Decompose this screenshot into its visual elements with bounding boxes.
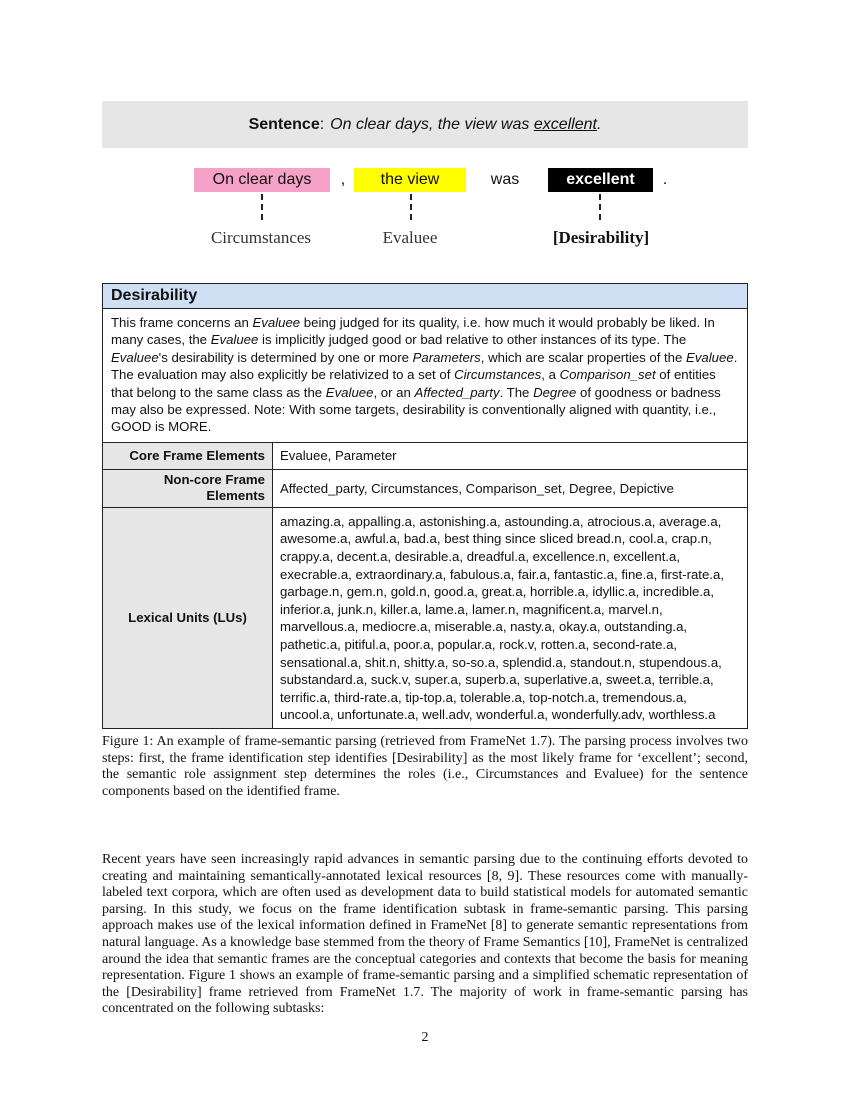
frame-element-term: Evaluee — [252, 315, 301, 330]
noncore-elements-value: Affected_party, Circumstances, Comparison_set, Degree, Depictive — [280, 480, 674, 496]
frame-element-term: Parameters — [412, 349, 481, 365]
lexical-units-row — [103, 508, 747, 728]
definition-text: , a — [541, 367, 560, 383]
definition-text: , or an — [373, 384, 415, 400]
definition-text: . The evaluation may also explicitly be relativized to a set of — [111, 349, 738, 383]
token-target: excellent — [548, 168, 653, 192]
definition-text: of entities that belong to the same class as the — [111, 367, 716, 400]
frame-element-term: Evaluee — [210, 332, 259, 348]
sentence-pre: On clear days, the view was — [330, 115, 534, 133]
frame-element-term: Circumstances — [454, 367, 542, 383]
frame-element-term: Comparison_set — [559, 367, 656, 383]
frame-element-term: Evaluee — [686, 349, 734, 365]
dashed-connector — [261, 194, 263, 220]
dashed-connector — [410, 194, 412, 220]
definition-text: being judged for its quality, i.e. how much it would probably be liked. In many cases, the — [111, 315, 715, 348]
frame-table — [102, 283, 748, 729]
lexical-units-value: amazing.a, appalling.a, astonishing.a, astounding.a, atrocious.a, average.a, awesome.a, awful.a, bad.a, best thing since sliced bread.n, cool.a, crap.n, crappy.a, decent.a, desirable.a, dreadful.a, excellence.n, excellent.a, execrable.a, extraordinary.a, fabulous.a, fair.a, fantastic.a, fine.a, first-rate.a, garbage.n, gem.n, gold.n, good.a, great.a, horrible.a, idyllic.a, incredible.a, inferior.a, junk.n, killer.a, lame.a, lamer.n, magnificent.a, marvel.n, marvellous.a, mediocre.a, miserable.a, nasty.a, okay.a, outstanding.a, pathetic.a, pitiful.a, poor.a, popular.a, rock.v, rotten.a, second-rate.a, sensational.a, shit.n, shitty.a, so-so.a, splendid.a, standout.n, stupendous.a, substandard.a, suck.v, super.a, superb.a, superlative.a, sweet.a, terrible.a, terrific.a, third-rate.a, tip-top.a, tolerable.a, top-notch.a, tremendous.a, uncool.a, unfortunate.a, well.adv, wonderful.a, wonderfully.adv, worthless.a — [280, 513, 724, 723]
definition-text: . The — [499, 384, 534, 400]
definition-text: is implicitly judged good or bad relative to other instances of its type. The — [258, 332, 687, 348]
frame-element-term: Evaluee — [325, 384, 374, 400]
core-elements-row — [103, 443, 747, 470]
lexical-units-label: Lexical Units (LUs) — [103, 508, 273, 728]
token-period: . — [662, 171, 668, 188]
sentence-post: . — [596, 115, 602, 133]
dashed-connector — [599, 194, 601, 220]
sentence-target: excellent — [533, 115, 597, 133]
frame-element-term: Evaluee — [111, 349, 159, 365]
frame-title: Desirability — [103, 284, 747, 309]
sentence-colon: : — [319, 115, 325, 133]
token-circumstances: On clear days — [194, 168, 330, 192]
sentence-label: Sentence — [248, 115, 320, 133]
role-circumstances: Circumstances — [210, 228, 312, 247]
token-comma: , — [340, 171, 346, 188]
noncore-elements-label: Non-core Frame Elements — [103, 470, 273, 507]
core-elements-label: Core Frame Elements — [103, 443, 273, 469]
noncore-elements-row — [103, 470, 747, 508]
definition-text: This frame concerns an — [111, 315, 253, 330]
definition-text: 's desirability is determined by one or more — [158, 349, 413, 365]
frame-definition — [103, 309, 747, 443]
core-elements-value: Evaluee, Parameter — [280, 448, 397, 464]
figure-caption: Figure 1: An example of frame-semantic parsing (retrieved from FrameNet 1.7). The parsing process involves two steps: first, the frame identification step identifies [Desirability] as the most likely frame for ‘excellent’; second, the semantic role assignment step determines the roles (i.e., Circumstances and Evaluee) for the sentence components based on the identified frame. — [102, 734, 748, 799]
frame-element-term: Degree — [533, 384, 577, 400]
role-evaluee: Evaluee — [382, 228, 438, 247]
definition-text: of goodness or badness may also be expressed. Note: With some targets, desirability is conventionally aligned with quantity, i.e., GOOD is MORE. — [111, 384, 721, 435]
role-frame: [Desirability] — [552, 228, 650, 247]
page-number: 2 — [421, 1030, 429, 1045]
definition-text: , which are scalar properties of the — [480, 349, 687, 365]
token-evaluee: the view — [354, 168, 466, 192]
frame-element-term: Affected_party — [414, 384, 500, 400]
sentence-text — [330, 116, 601, 134]
token-was: was — [490, 171, 520, 188]
sentence-banner — [102, 101, 748, 148]
body-paragraph: Recent years have seen increasingly rapid advances in semantic parsing due to the continuing efforts devoted to creating and maintaining semantically-annotated lexical resources [8, 9]. These resources come with manually-labeled text corpora, which are often used as development data to build statistical models for automated semantic parsing. In this study, we focus on the frame identification subtask in frame-semantic parsing. This parsing approach makes use of the lexical information defined in FrameNet [8] to generate semantic representations from natural language. As a knowledge base stemmed from the theory of Frame Semantics [10], FrameNet is centralized around the idea that semantic frames are the conceptual categories and contexts that become the basis for meaning representation. Figure 1 shows an example of frame-semantic parsing and a simplified schematic representation of the [Desirability] frame retrieved from FrameNet 1.7. The majority of work in frame-semantic parsing has concentrated on the following subtasks: — [102, 852, 748, 1017]
